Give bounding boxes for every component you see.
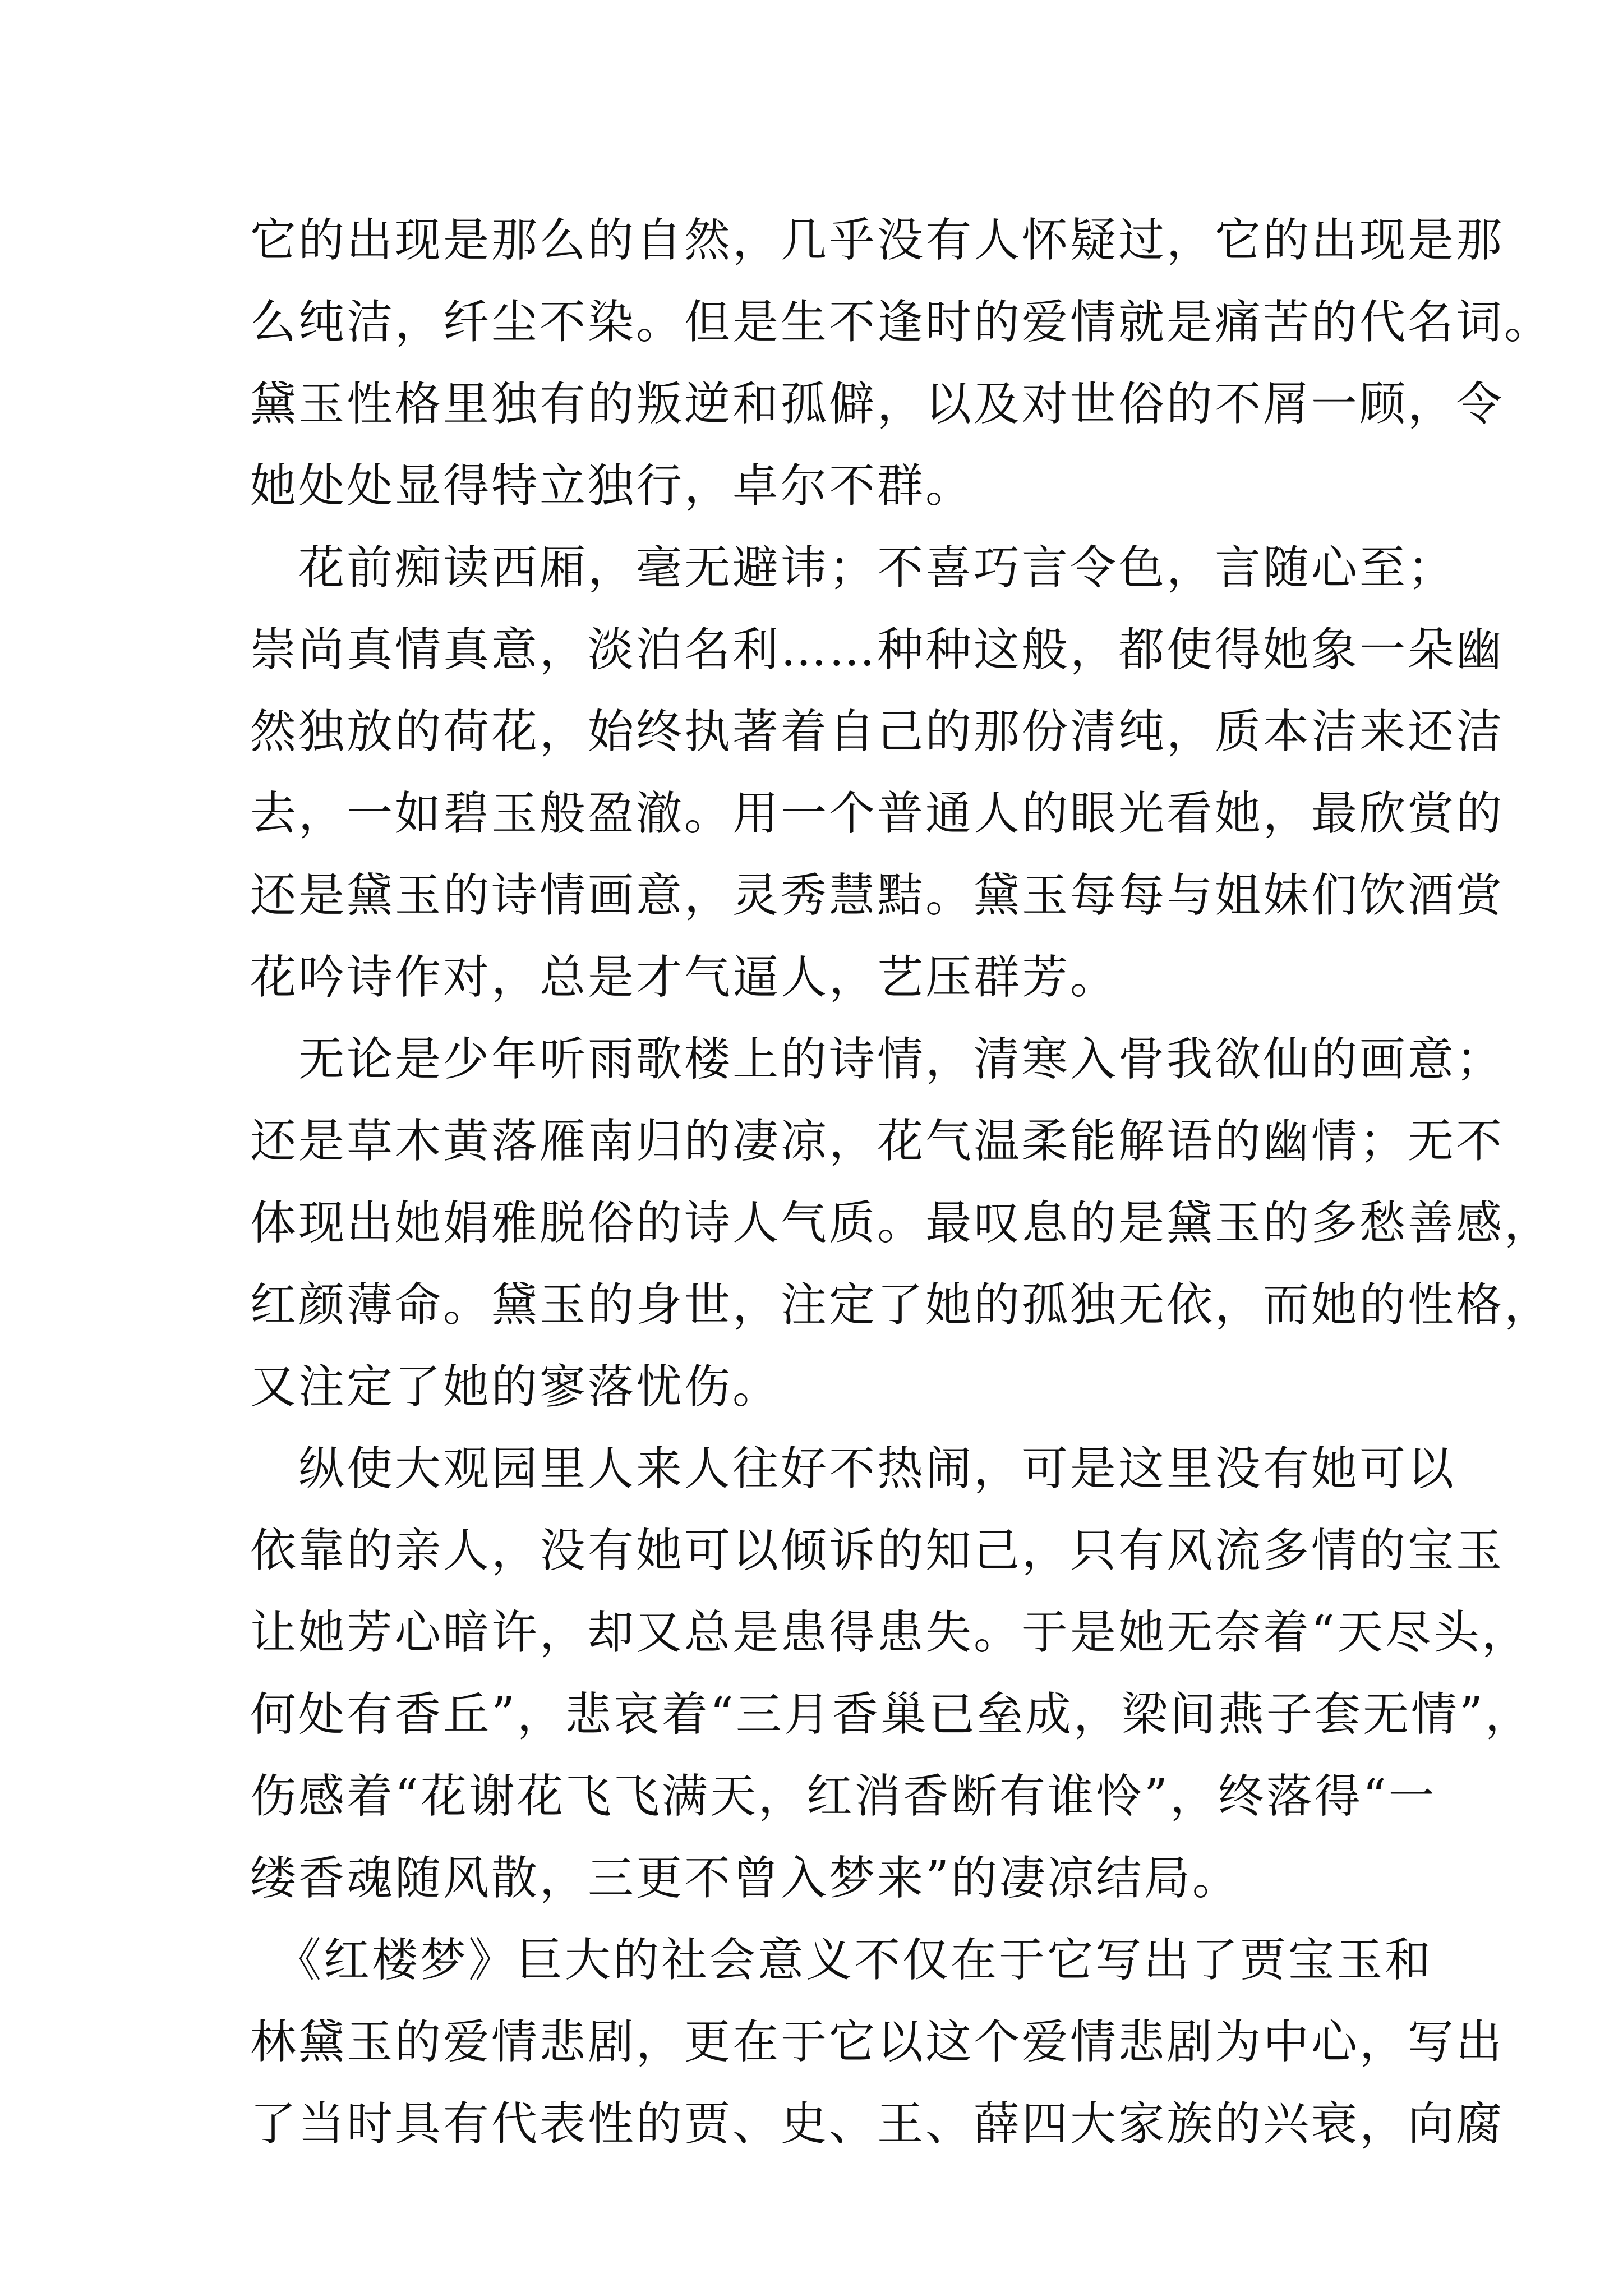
text-line: 还是黛玉的诗情画意，灵秀慧黠。黛玉每每与姐妹们饮酒赏: [250, 869, 1505, 922]
text-line: 么纯洁，纤尘不染。但是生不逢时的爱情就是痛苦的代名词。: [250, 296, 1553, 349]
text-line: 体现出她娟雅脱俗的诗人气质。最叹息的是黛玉的多愁善感，: [250, 1197, 1553, 1250]
text-line: 又注定了她的寥落忧伤。: [250, 1360, 781, 1414]
text-line: 了当时具有代表性的贾、史、王、薛四大家族的兴衰，向腐: [250, 2097, 1505, 2151]
text-line: 还是草木黄落雁南归的凄凉，花气温柔能解语的幽情；无不: [250, 1115, 1505, 1168]
text-line: 然独放的荷花，始终执著着自己的那份清纯，质本洁来还洁: [250, 705, 1505, 758]
text-line: 红颜薄命。黛玉的身世，注定了她的孤独无依，而她的性格，: [250, 1278, 1553, 1332]
text-line: 伤感着“花谢花飞飞满天，红消香断有谁怜”，终落得“一: [250, 1770, 1437, 1823]
text-line: 黛玉性格里独有的叛逆和孤僻，以及对世俗的不屑一顾，令: [250, 378, 1505, 431]
text-line: 林黛玉的爱情悲剧，更在于它以这个爱情悲剧为中心，写出: [250, 2016, 1505, 2069]
paragraph-start-line: 无论是少年听雨歌楼上的诗情，清寒入骨我欲仙的画意；: [250, 1033, 1505, 1086]
text-line: 何处有香丘”，悲哀着“三月香巢已垒成，梁间燕子套无情”，: [250, 1688, 1533, 1741]
body-text: [250, 200, 1553, 2165]
text-line: 依靠的亲人，没有她可以倾诉的知己，只有风流多情的宝玉: [250, 1524, 1505, 1577]
text-line: 她处处显得特立独行，卓尔不群。: [250, 459, 974, 513]
text-line: 让她芳心暗许，却又总是患得患失。于是她无奈着“天尽头，: [250, 1606, 1530, 1659]
text-line: 它的出现是那么的自然，几乎没有人怀疑过，它的出现是那: [250, 214, 1505, 267]
text-line: 花吟诗作对，总是才气逼人，艺压群芳。: [250, 951, 1119, 1004]
paragraph-start-line: 花前痴读西厢，毫无避讳；不喜巧言令色，言随心至；: [250, 541, 1456, 595]
paragraph-start-line: 《红楼梦》巨大的社会意义不仅在于它写出了贾宝玉和: [250, 1934, 1433, 1987]
text-line: 崇尚真情真意，淡泊名利……种种这般，都使得她象一朵幽: [250, 623, 1505, 677]
text-line: 缕香魂随风散，三更不曾入梦来”的凄凉结局。: [250, 1852, 1241, 1905]
paragraph-start-line: 纵使大观园里人来人往好不热闹，可是这里没有她可以: [250, 1442, 1456, 1496]
text-line: 去，一如碧玉般盈澈。用一个普通人的眼光看她，最欣赏的: [250, 787, 1505, 840]
